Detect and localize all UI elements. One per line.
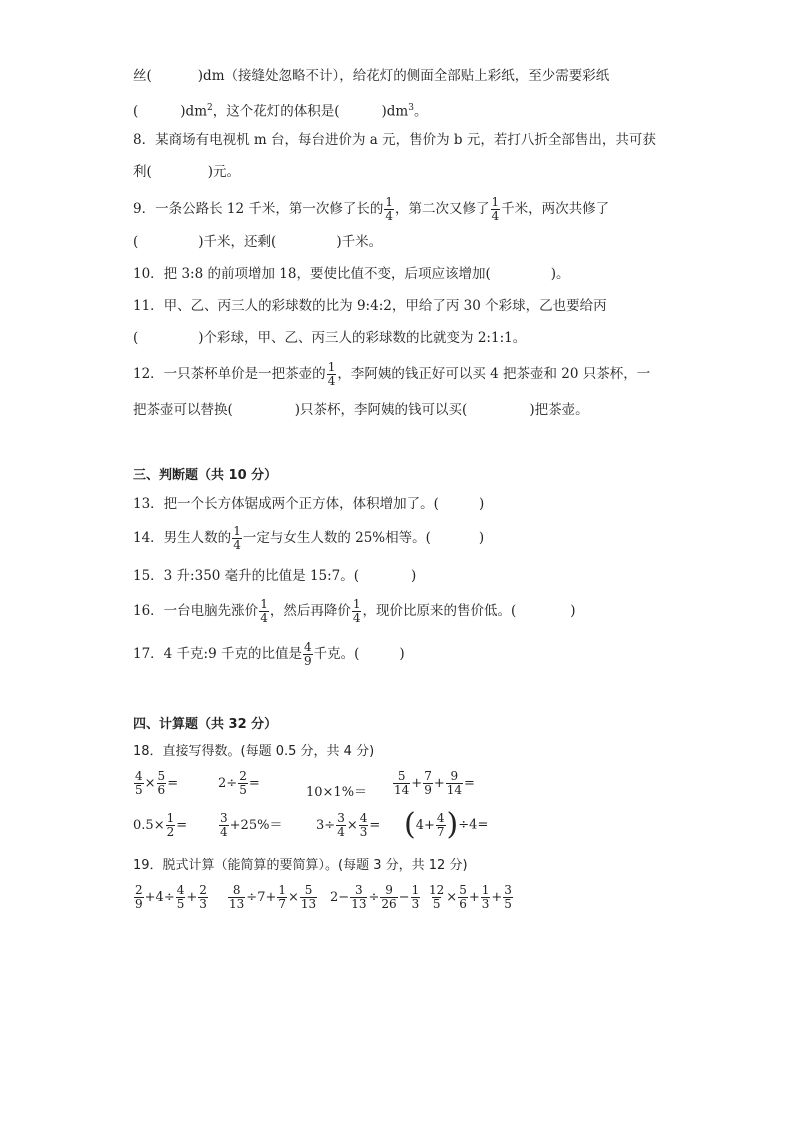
frac-num: 5 [304, 883, 313, 897]
frac-num: 1 [491, 195, 500, 209]
math-token: + [186, 890, 198, 905]
q8-line1: 8．某商场有电视机 m 台，每台进价为 a 元，售价为 b 元，若打八折全部售出，共可获 [133, 132, 656, 148]
fraction [176, 884, 186, 911]
frac-den: 2 [166, 825, 175, 839]
q17-line [133, 640, 405, 668]
fraction [458, 884, 468, 911]
fraction [393, 770, 410, 797]
math-token: ÷ [368, 890, 380, 905]
frac-num: 2 [239, 769, 247, 783]
q14-text: 一定与女生人数的 25%相等。( [242, 530, 431, 546]
q18-expr-1 [133, 770, 178, 797]
frac-num: 9 [450, 769, 459, 783]
frac-den: 6 [157, 783, 166, 797]
math-token: ÷ [246, 890, 258, 905]
q14-text: 14．男生人数的 [133, 530, 232, 546]
q17-text: ) [399, 646, 405, 662]
fraction [380, 884, 397, 911]
math-token: ÷ [458, 817, 470, 833]
frac-den: 5 [176, 897, 185, 911]
frac-den: 9 [424, 783, 432, 797]
frac-num: 4 [176, 883, 185, 897]
q9-fraction [384, 196, 394, 223]
fraction [238, 770, 248, 797]
q15-text: 15．3 升:350 毫升的比值是 15:7。( [133, 568, 360, 584]
frac-num: 3 [337, 811, 345, 825]
math-token: 2 [330, 890, 339, 905]
q16-fraction [352, 598, 362, 625]
frac-num: 3 [504, 883, 512, 897]
frac-num: 2 [135, 883, 143, 897]
frac-num: 4 [304, 640, 312, 654]
math-token: × [153, 818, 165, 833]
q10-text: )。 [550, 266, 570, 282]
math-token: = [477, 817, 489, 833]
frac-num: 1 [481, 883, 490, 897]
q18-line: 18．直接写得数。(每题 0.5 分，共 4 分) [133, 744, 375, 759]
math-token: − [398, 890, 410, 905]
q9-line2 [133, 232, 382, 252]
frac-num: 1 [352, 597, 361, 611]
math-token: × [446, 890, 458, 905]
math-token: = [369, 818, 381, 833]
q7-text: )dm（接缝处忽略不计），给花灯的侧面全部贴上彩纸，至少需要彩纸 [197, 68, 610, 84]
math-token: 2 [218, 776, 227, 791]
math-token: = [248, 776, 260, 791]
frac-den: 4 [385, 209, 393, 223]
fraction [300, 884, 317, 911]
math-token: − [338, 890, 350, 905]
q9-text: )千米，还剩( [198, 234, 277, 250]
math-token: = [176, 818, 188, 833]
fraction [446, 770, 463, 797]
frac-num: 1 [411, 883, 420, 897]
q8-text: )元。 [207, 164, 241, 180]
fraction [428, 884, 445, 911]
q9-text: 千米，两次共修了 [501, 201, 610, 217]
q12-text: )只茶杯，李阿姨的钱可以买( [294, 402, 468, 418]
frac-num: 1 [233, 524, 241, 538]
frac-den: 9 [135, 897, 143, 911]
frac-num: 4 [359, 811, 368, 825]
q9-fraction [491, 196, 501, 223]
q12-text: )把茶壶。 [529, 402, 589, 418]
fraction [481, 884, 491, 911]
frac-den: 6 [459, 897, 467, 911]
q12-text: 把茶壶可以替换( [133, 402, 233, 418]
q11-text: ( [133, 330, 139, 346]
frac-num: 4 [436, 810, 445, 825]
q12-line2 [133, 400, 589, 420]
q16-text: ，然后再降价 [269, 603, 351, 619]
frac-den: 14 [446, 783, 463, 797]
q9-text: )千米。 [336, 234, 383, 250]
math-token: ÷ [324, 818, 336, 833]
q7-line1 [133, 66, 609, 86]
frac-den: 3 [199, 897, 207, 911]
frac-den: 4 [233, 538, 241, 552]
q19-line: 19．脱式计算（能简算的要简算）。(每题 3 分，共 12 分) [133, 858, 468, 873]
frac-num: 9 [385, 883, 393, 897]
frac-num: 8 [232, 883, 241, 897]
q17-fraction [303, 641, 313, 668]
math-token: + [424, 817, 435, 833]
frac-den: 4 [352, 611, 361, 625]
math-token: ÷ [226, 776, 238, 791]
q19-expr-1 [133, 884, 209, 911]
q18-expr-2 [218, 770, 260, 797]
q18-expr-4 [392, 770, 475, 797]
frac-num: 1 [385, 195, 393, 209]
q10-line [133, 264, 570, 284]
frac-den: 4 [220, 825, 228, 839]
q15-line [133, 566, 416, 586]
q7-text: 丝( [133, 68, 152, 84]
frac-num: 3 [220, 811, 228, 825]
q12-text: ，李阿姨的钱正好可以买 4 把茶壶和 20 只茶杯，一 [337, 366, 651, 382]
math-token: 0.5 [133, 818, 154, 833]
q14-text: ) [478, 530, 485, 546]
q7-text: 。 [413, 103, 428, 120]
frac-den: 5 [239, 783, 247, 797]
frac-den: 4 [260, 611, 268, 625]
math-token: ÷ [163, 890, 175, 905]
q19-expr-4 [427, 884, 514, 911]
q11-line1: 11．甲、乙、丙三人的彩球数的比为 9:4:2，甲给了丙 30 个彩球，乙也要给丙 [133, 298, 607, 314]
frac-num: 5 [397, 769, 406, 783]
frac-num: 3 [355, 883, 363, 897]
math-token: + [144, 890, 156, 905]
q16-fraction [259, 598, 269, 625]
frac-num: 12 [429, 883, 445, 897]
math-token: + [491, 890, 503, 905]
q7-text: )dm [381, 103, 409, 120]
q16-text: ，现价比原来的售价低。( [362, 603, 517, 619]
q8-line2 [133, 162, 240, 182]
math-token: 4 [155, 890, 164, 905]
frac-den: 4 [327, 374, 336, 388]
q7-line2 [133, 98, 427, 122]
frac-den: 3 [481, 897, 490, 911]
frac-num: 7 [424, 769, 432, 783]
math-token: × [144, 776, 156, 791]
q11-line2 [133, 328, 526, 348]
fraction [503, 884, 513, 911]
frac-den: 3 [359, 825, 368, 839]
frac-den: 9 [304, 654, 312, 668]
q9-text: ，第二次又修了 [395, 201, 490, 217]
frac-den: 5 [432, 897, 441, 911]
frac-den: 13 [351, 897, 367, 911]
section-3-heading: 三、判断题（共 10 分） [133, 468, 278, 483]
q18-expr-7 [316, 812, 380, 839]
q8-text: 利( [133, 164, 152, 180]
fraction [166, 812, 176, 839]
q14-line [133, 524, 484, 552]
q16-line [133, 597, 576, 625]
math-token: × [346, 818, 358, 833]
frac-num: 5 [157, 769, 166, 783]
math-token: + [229, 818, 241, 833]
fraction [350, 884, 367, 911]
frac-den: 14 [394, 783, 410, 797]
math-token: 3 [316, 818, 325, 833]
fraction [157, 770, 167, 797]
q11-text: )个彩球，甲、乙、丙三人的彩球数的比就变为 2:1:1。 [198, 330, 527, 346]
frac-den: 13 [300, 897, 317, 911]
math-token: ( [404, 807, 416, 842]
math-token: × [288, 890, 299, 905]
q12-fraction [327, 361, 337, 388]
frac-num: 1 [166, 811, 175, 825]
frac-num: 1 [327, 360, 336, 374]
frac-den: 4 [491, 209, 500, 223]
frac-den: 7 [278, 897, 287, 911]
fraction [219, 812, 229, 839]
fraction [228, 884, 245, 911]
q17-text: 17．4 千克:9 千克的比值是 [133, 646, 302, 662]
math-token: + [411, 776, 423, 791]
frac-num: 2 [199, 883, 207, 897]
fraction [134, 884, 144, 911]
q18-expr-5 [133, 812, 187, 839]
frac-den: 13 [229, 897, 245, 911]
frac-num: 1 [260, 597, 268, 611]
q7-superscript: 3 [408, 103, 414, 113]
q12-line1 [133, 360, 650, 388]
q18-expr-8 [404, 807, 489, 842]
math-token: + [433, 776, 445, 791]
math-token: + [468, 890, 480, 905]
q13-text: ) [478, 496, 485, 512]
math-token: 7 [257, 890, 266, 905]
math-token: 4 [469, 817, 478, 833]
q7-text: ，这个花灯的体积是( [212, 103, 340, 120]
frac-den: 26 [381, 897, 397, 911]
q7-text: ( [133, 103, 139, 120]
q14-fraction [232, 525, 242, 552]
q18-expr-3: 10×1%＝ [306, 785, 368, 800]
frac-num: 5 [459, 883, 467, 897]
frac-den: 3 [411, 897, 420, 911]
q9-text: 9．一条公路长 12 千米，第一次修了长的 [133, 201, 384, 217]
fraction [359, 812, 369, 839]
section-4-heading: 四、计算题（共 32 分） [133, 717, 278, 732]
q16-text: 16．一台电脑先涨价 [133, 603, 259, 619]
q7-superscript: 2 [207, 103, 213, 113]
math-token: ) [446, 807, 459, 842]
math-token: = [464, 776, 475, 791]
q13-text: 13．把一个长方体锯成两个正方体，体积增加了。( [133, 496, 439, 512]
q12-text: 12．一只茶杯单价是一把茶壶的 [133, 366, 326, 382]
frac-den: 7 [436, 824, 445, 839]
math-token [404, 807, 459, 842]
fraction [423, 770, 433, 797]
q19-expr-2 [227, 884, 318, 911]
fraction [336, 812, 346, 839]
frac-den: 5 [135, 783, 143, 797]
q13-line [133, 494, 484, 514]
q16-text: ) [570, 603, 576, 619]
q19-expr-3 [330, 884, 421, 911]
q9-line1 [133, 195, 609, 223]
q7-text: )dm [180, 103, 207, 120]
math-token: = [167, 776, 179, 791]
frac-den: 4 [337, 825, 345, 839]
q18-expr-6 [218, 812, 282, 839]
fraction [436, 812, 446, 839]
math-token: 4 [415, 817, 424, 833]
q9-text: ( [133, 234, 139, 250]
frac-den: 5 [504, 897, 512, 911]
fraction [198, 884, 208, 911]
q17-text: 千克。( [313, 646, 360, 662]
math-token: 25%＝ [240, 818, 283, 833]
q15-text: ) [411, 568, 417, 584]
fraction [411, 884, 421, 911]
fraction [277, 884, 287, 911]
q10-text: 10．把 3:8 的前项增加 18，要使比值不变，后项应该增加( [133, 266, 491, 282]
frac-num: 4 [135, 769, 143, 783]
math-token: + [265, 890, 277, 905]
frac-num: 1 [278, 883, 287, 897]
fraction [134, 770, 144, 797]
